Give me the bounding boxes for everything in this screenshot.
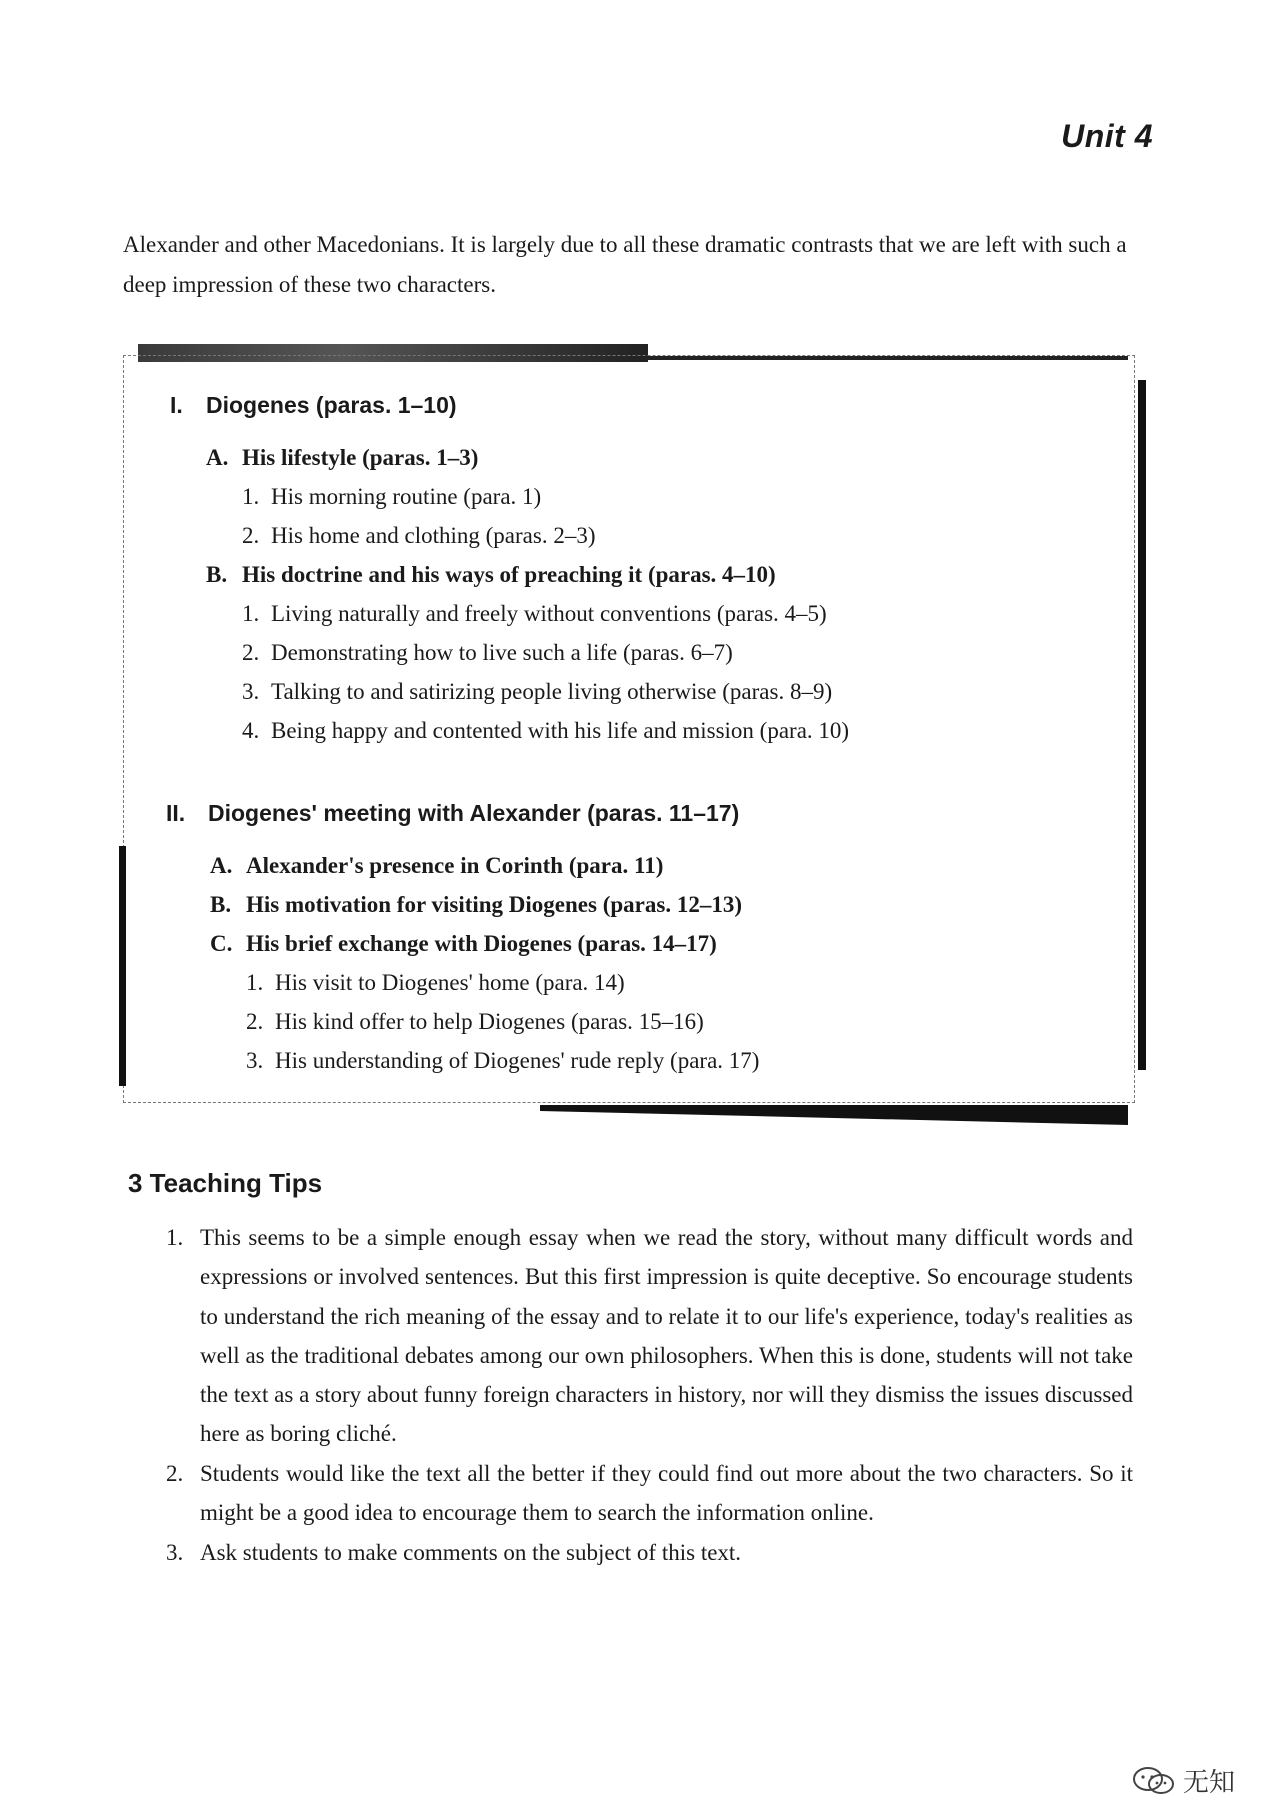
box-right-bar — [1138, 380, 1146, 1070]
watermark — [1131, 1762, 1235, 1799]
unit-title: Unit 4 — [1061, 118, 1153, 154]
item-text: His visit to Diogenes' home (para. 14) — [275, 970, 625, 995]
item-text: Living naturally and freely without conventions (paras. 4–5) — [271, 601, 827, 626]
outline-item — [246, 968, 625, 998]
outline-item — [246, 1007, 704, 1037]
subsection-letter: C. — [210, 931, 233, 956]
section-numeral: I. — [170, 392, 183, 418]
tip-text: Ask students to make comments on the subject of this text. — [200, 1540, 742, 1565]
subsection-title: Alexander's presence in Corinth (para. 11) — [246, 853, 664, 878]
item-number: 1. — [246, 970, 264, 995]
outline-item — [242, 677, 832, 707]
outline-item — [242, 716, 849, 746]
tip-text: Students would like the text all the better if they could find out more about the two characters. So it might be a good idea to encourage them to search the information online. — [200, 1461, 1133, 1526]
box-bottom-bar — [540, 1105, 1128, 1125]
wechat-icon — [1131, 1766, 1177, 1796]
item-number: 3. — [246, 1048, 264, 1073]
subsection-letter: A. — [210, 853, 233, 878]
outline-section-2 — [166, 798, 739, 828]
outline-subsection — [206, 560, 776, 590]
subsection-title: His doctrine and his ways of preaching it (paras. 4–10) — [242, 562, 776, 587]
item-text: Talking to and satirizing people living otherwise (paras. 8–9) — [271, 679, 833, 704]
item-text: Being happy and contented with his life and mission (para. 10) — [271, 718, 850, 743]
teaching-tips-heading: 3 Teaching Tips — [128, 1168, 323, 1198]
outline-subsection — [210, 890, 742, 920]
tip-number: 1. — [166, 1225, 184, 1250]
outline-section-1 — [170, 390, 457, 420]
section-title: Diogenes (paras. 1–10) — [206, 392, 457, 418]
item-text: His understanding of Diogenes' rude reply (para. 17) — [275, 1048, 760, 1073]
tip-number: 3. — [166, 1540, 184, 1565]
item-number: 2. — [242, 523, 260, 548]
tip-text: This seems to be a simple enough essay when we read the story, without many difficult words and expressions or involved sentences. But this first impression is quite deceptive. So encourage students to understand the rich meaning of the essay and to relate it to our life's experience, today's realities as well as the traditional debates among our own philosophers. When this is done, students will not take the text as a story about funny foreign characters in history, nor will they dismiss the issues discussed here as boring cliché. — [200, 1225, 1133, 1447]
outline-subsection — [210, 851, 663, 881]
outline-item — [242, 521, 595, 551]
section-numeral: II. — [166, 800, 186, 826]
box-left-bar — [119, 846, 126, 1086]
subsection-letter: B. — [210, 892, 232, 917]
watermark-text: 无知 — [1182, 1768, 1235, 1798]
subsection-title: His brief exchange with Diogenes (paras. 14–17) — [246, 931, 717, 956]
subsection-title: His motivation for visiting Diogenes (paras. 12–13) — [246, 892, 742, 917]
tip-number: 2. — [166, 1461, 184, 1486]
item-text: His morning routine (para. 1) — [271, 484, 542, 509]
subsection-title: His lifestyle (paras. 1–3) — [242, 445, 479, 470]
item-text: His kind offer to help Diogenes (paras. 15–16) — [275, 1009, 704, 1034]
outline-item — [242, 599, 827, 629]
item-number: 4. — [242, 718, 260, 743]
subsection-letter: A. — [206, 445, 229, 470]
outline-subsection — [210, 929, 717, 959]
subsection-letter: B. — [206, 562, 228, 587]
item-number: 3. — [242, 679, 260, 704]
item-number: 2. — [246, 1009, 264, 1034]
outline-item — [242, 482, 541, 512]
item-number: 1. — [242, 484, 260, 509]
item-number: 2. — [242, 640, 260, 665]
tip-item — [168, 1218, 1133, 1454]
outline-item — [246, 1046, 759, 1076]
outline-subsection — [206, 443, 478, 473]
intro-paragraph: Alexander and other Macedonians. It is largely due to all these dramatic contrasts that we are left with such a deep impression of these two characters. — [123, 232, 1127, 297]
outline-item — [242, 638, 733, 668]
item-number: 1. — [242, 601, 260, 626]
item-text: Demonstrating how to live such a life (paras. 6–7) — [271, 640, 733, 665]
tip-item — [168, 1533, 1133, 1572]
section-title: Diogenes' meeting with Alexander (paras. 11–17) — [208, 800, 740, 826]
tip-item — [168, 1454, 1133, 1533]
item-text: His home and clothing (paras. 2–3) — [271, 523, 596, 548]
